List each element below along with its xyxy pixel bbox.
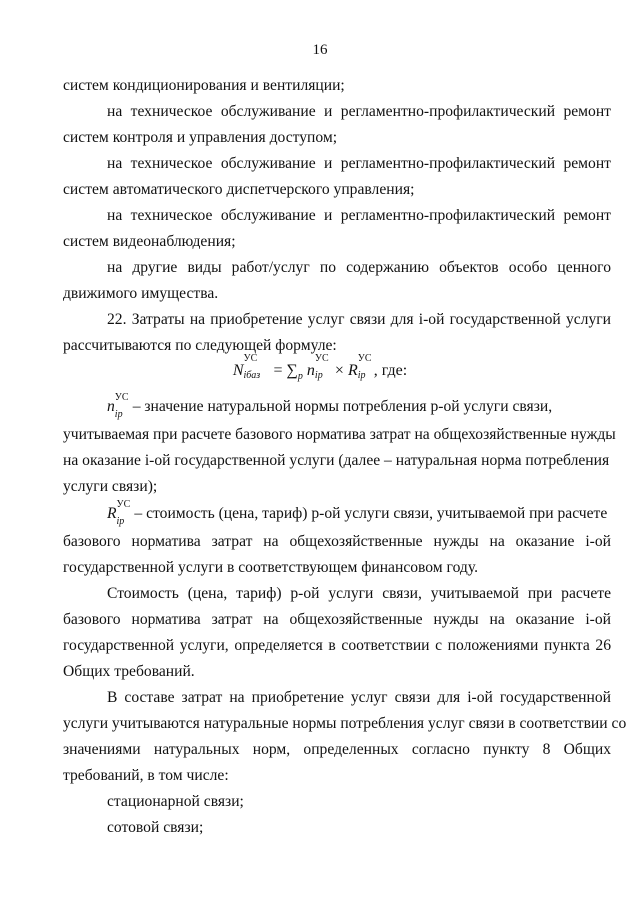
text-line: значениями натуральных норм, определенных согласно пункту 8 Общих bbox=[63, 741, 611, 758]
text-line: учитываемая при расчете базового норматива затрат на общехозяйственные нужды bbox=[63, 426, 616, 443]
text-line bbox=[107, 392, 611, 420]
text-line: рассчитываются по следующей формуле: bbox=[63, 337, 337, 354]
text-line: на оказание i-ой государственной услуги (далее – натуральная норма потребления bbox=[63, 452, 610, 469]
formula-R: R bbox=[347, 362, 358, 379]
text-line: стационарной связи; bbox=[107, 793, 244, 810]
text-line: Стоимость (цена, тариф) р-ой услуги связи, учитываемой при расчете bbox=[107, 585, 611, 602]
var-n: n bbox=[107, 398, 115, 415]
formula-tail: , где: bbox=[373, 362, 408, 379]
text-line: на техническое обслуживание и регламентно-профилактический ремонт bbox=[107, 207, 611, 224]
formula-sum: = ∑ bbox=[269, 362, 298, 379]
text-line: 22. Затраты на приобретение услуг связи для i-ой государственной услуги bbox=[107, 311, 611, 328]
formula-n: n bbox=[306, 362, 315, 379]
text-line: систем автоматического диспетчерского управления; bbox=[63, 181, 415, 198]
formula-sum-sub: p bbox=[297, 371, 303, 383]
var-R: R bbox=[107, 505, 117, 522]
text-line: систем контроля и управления доступом; bbox=[63, 129, 338, 146]
var-n-sup: УС bbox=[114, 392, 129, 403]
text-line: систем кондиционирования и вентиляции; bbox=[63, 77, 345, 94]
formula-N-sub: iбаз bbox=[243, 370, 261, 381]
text-line: базового норматива затрат на общехозяйственные нужды на оказание i-ой bbox=[63, 533, 611, 550]
text-line: движимого имущества. bbox=[63, 285, 219, 302]
formula-N: N bbox=[232, 362, 244, 379]
formula bbox=[0, 353, 640, 383]
text-line: услуги учитываются натуральные нормы потребления услуг связи в соответствии со bbox=[63, 715, 627, 732]
var-R-sup: УС bbox=[116, 499, 131, 510]
text-span: – значение натуральной нормы потребления р-ой услуги связи, bbox=[128, 398, 553, 415]
text-line: на техническое обслуживание и регламентно-профилактический ремонт bbox=[107, 103, 611, 120]
text-line: государственной услуги в соответствующем финансовом году. bbox=[63, 559, 478, 576]
formula-n-sup: УС bbox=[314, 353, 329, 364]
text-line: сотовой связи; bbox=[107, 819, 204, 836]
text-line: государственной услуги, определяется в соответствии с положениями пункта 26 bbox=[63, 637, 611, 654]
text-line: на техническое обслуживание и регламентно-профилактический ремонт bbox=[107, 155, 611, 172]
text-line: на другие виды работ/услуг по содержанию объектов особо ценного bbox=[107, 259, 611, 276]
text-line: требований, в том числе: bbox=[63, 767, 229, 784]
text-span: – стоимость (цена, тариф) р-ой услуги связи, учитываемой при расчете bbox=[130, 505, 608, 522]
text-line bbox=[107, 499, 611, 527]
formula-n-sub: ip bbox=[314, 370, 323, 381]
text-line: систем видеонаблюдения; bbox=[63, 233, 236, 250]
var-n-sub: ip bbox=[114, 409, 123, 420]
formula-times: × bbox=[330, 362, 348, 379]
var-R-sub: ip bbox=[116, 516, 125, 527]
formula-N-sup: УС bbox=[243, 353, 258, 364]
text-line: базового норматива затрат на общехозяйственные нужды на оказание i-ой bbox=[63, 611, 611, 628]
formula-R-sub: ip bbox=[357, 370, 366, 381]
text-line: услуги связи); bbox=[63, 478, 158, 495]
text-line: В составе затрат на приобретение услуг связи для i-ой государственной bbox=[107, 689, 611, 706]
page-number: 16 bbox=[312, 42, 328, 58]
text-line: Общих требований. bbox=[63, 663, 195, 680]
formula-R-sup: УС bbox=[357, 353, 372, 364]
